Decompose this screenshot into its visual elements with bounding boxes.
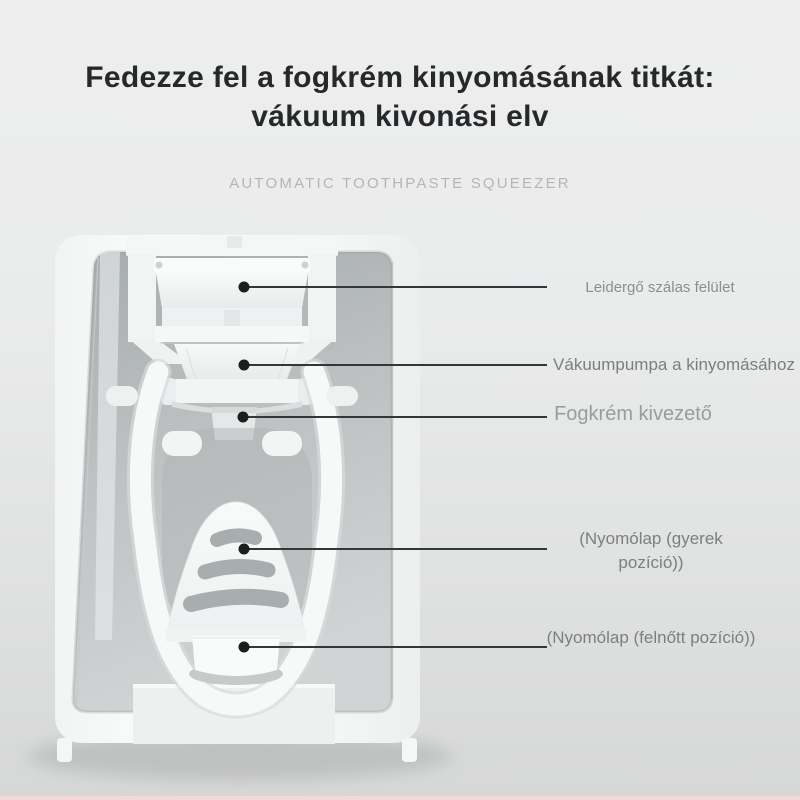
callout-dot-3 <box>238 412 249 423</box>
armrest-left <box>162 431 202 456</box>
spring-curl-left <box>156 262 163 269</box>
spring-surface-base <box>155 326 309 342</box>
armrest-right <box>262 431 302 456</box>
pump-rim <box>168 379 306 403</box>
callout-dot-1 <box>239 282 250 293</box>
callout-label-vacuum-pump: Vákuumpumpa a kinyomásához <box>553 355 795 374</box>
spring-surface-body <box>156 273 308 308</box>
title-line-2: vákuum kivonási elv <box>251 100 549 133</box>
device-foot-left <box>57 738 72 762</box>
callout-label-press-plate-adult: (Nyomólap (felnőtt pozíció)) <box>546 628 756 647</box>
bracket-notch <box>227 236 242 248</box>
spring-curl-right <box>302 262 309 269</box>
outlet-top-shadow <box>211 407 257 413</box>
bracket-column-left <box>128 254 156 342</box>
title-line-1: Fedezze fel a fogkrém kinyomásának titkát: <box>85 61 715 94</box>
subtitle-english: AUTOMATIC TOOTHPASTE SQUEEZER <box>229 175 571 192</box>
callout-label-press-plate-child: (Nyomólap (gyerek pozíció)) <box>579 529 723 572</box>
bracket-column-right <box>308 254 336 342</box>
callout-label-toothpaste-outlet: Fogkrém kivezető <box>554 403 712 425</box>
pivot-peg-left <box>106 386 138 406</box>
plate-slot-1 <box>217 535 255 540</box>
callout-dot-5 <box>239 642 250 653</box>
callout-label-fiber-surface: Leidergő szálas felület <box>585 279 735 296</box>
outlet-cylinder <box>192 636 280 676</box>
vacuum-pump-funnel <box>174 344 300 382</box>
plate-slot-2 <box>205 566 268 572</box>
pivot-peg-right <box>326 386 358 406</box>
bottom-pink-strip <box>0 796 800 800</box>
callout-dot-4 <box>239 544 250 555</box>
device-foot-right <box>402 738 417 762</box>
plate-slot-3 <box>191 597 281 604</box>
spring-surface-top <box>154 258 310 273</box>
callout-dot-2 <box>239 360 250 371</box>
